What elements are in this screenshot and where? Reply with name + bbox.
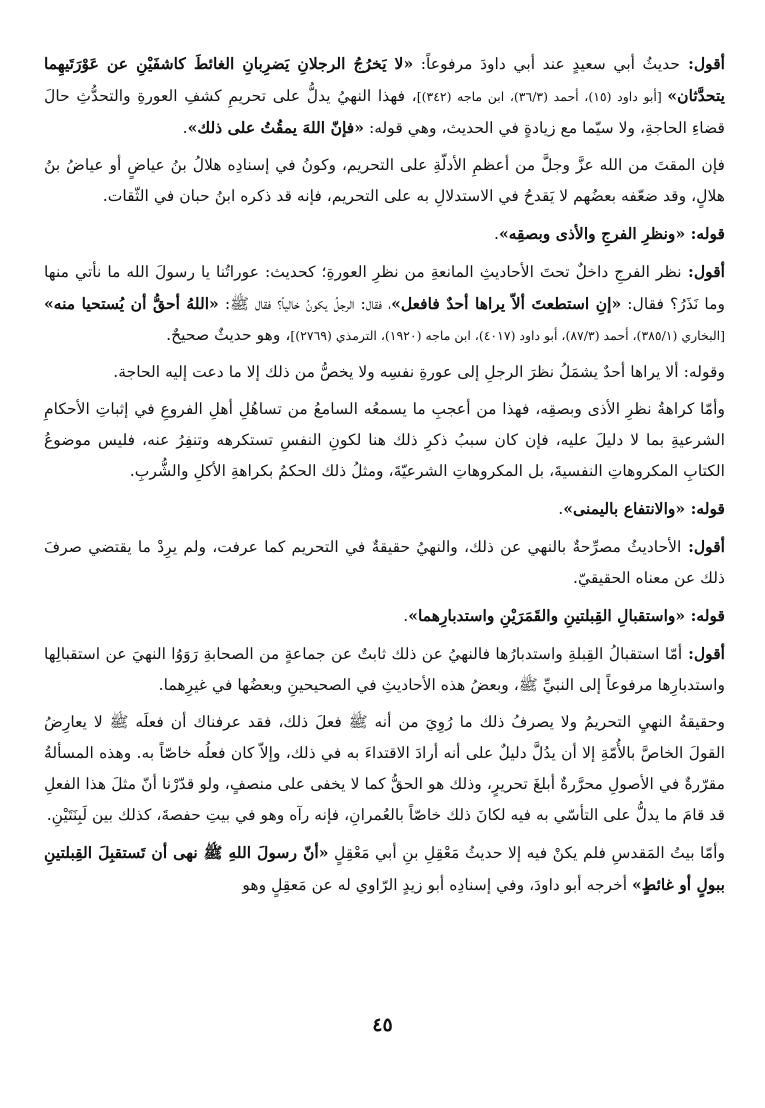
bold-run: «واستقبالِ القِبلتينِ والقَمَرَيْنِ واستدبارِهما» <box>408 606 686 625</box>
text-run: . <box>493 225 499 243</box>
page-text-body <box>44 48 725 901</box>
text-run: ، فهذا النهيُ يدلُّ على تحريمِ كشفِ العورةِ والتحدُّثِ حالَ قضاءِ الحاجةِ، ولا سيّما مع زيادةٍ في الحديث، وهي قوله: <box>44 87 725 137</box>
text-run: أخرجه أبو داودَ، وفي إسنادِه أبو زيدٍ الرّاوي له عن مَعقِلٍ وهو <box>242 876 633 894</box>
paragraph <box>44 150 725 212</box>
paragraph <box>44 218 725 250</box>
bold-run: «لا يَخرُجُ الرجلانِ يَضرِبانِ الغائطَ كاشفَيْنِ عن عَوْرَتَيهِما يتحدَّثان» <box>44 54 725 105</box>
citation-run: [أبو داود (١٥)، أحمد (٣٦/٣)، ابن ماجه (٣٤٢)] <box>416 89 668 104</box>
paragraph <box>44 837 725 901</box>
text-run: حديثُ أبي سعيدٍ عند أبي داودَ مرفوعاً: <box>413 55 681 73</box>
text-run: وأمّا بيتُ المَقدسِ فلم يكنْ فيه إلا حديثُ مَعْقِلِ بنِ أبي مَعْقِلٍ <box>328 844 725 862</box>
bold-run: قوله: <box>685 499 725 518</box>
paragraph <box>44 256 725 351</box>
bold-run: «ونظرِ الفرجِ والأذى وبصقِه» <box>498 224 686 243</box>
bold-run: «اللهُ أحقُّ أن يُستحيا منه» <box>44 294 219 313</box>
text-run: وقوله: ألا يراها أحدٌ يشمَلُ نظرَ الرجلِ إلى عورةِ نفسِه ولا يخصُّ من ذلك إلا ما دعت إليه الحاجة. <box>113 363 725 381</box>
text-run: أمّا استقبالُ القِبلةِ واستدبارُها فالنهيُ عن ذلك ثابتٌ عن جماعةٍ من الصحابةِ رَوَوُا النهيَ عن استقبالِها واستدبارِها مرفوعاً إلى النبيِّ ﷺ، وبعضُ هذه الأحاديثِ في الصحيحينِ وبعضُها في غيرِهما. <box>44 645 725 694</box>
citation-run: [البخاري (٣٨٥/١)، أحمد (٨٧/٣)، أبو داود (٤٠١٧)، ابن ماجه (١٩٢٠)، الترمذي (٢٧٦٩)] <box>290 328 725 343</box>
bold-run: «إنِ استطعتَ ألاّ يراها أحدٌ فافعل» <box>391 294 622 313</box>
bold-run: أقول: <box>682 644 726 663</box>
text-run: وأمّا كراهةُ نظرِ الأذى وبصقِه، فهذا من أعجبِ ما يسمعُه السامعُ من تساهُلِ أهلِ الفروعِ في إثباتِ الأحكامِ الشرعيةِ بما لا دليلَ عليه، فإن كان سببُ ذكرِ ذلك هنا لكونِ النفسِ تستكرهه وتنفِرُ عنه، فليس موضوعُ الكتابِ المكروهاتِ النفسيةَ، بل المكروهاتِ الشرعيّةَ، ومثلُ ذلك الحكمُ بكراهةِ الأكلِ والشُّربِ. <box>44 400 725 480</box>
paragraph <box>44 48 725 144</box>
text-run: . <box>558 500 564 518</box>
paragraph <box>44 531 725 594</box>
bold-run: أقول: <box>680 54 725 73</box>
bold-run: أقول: <box>681 537 726 556</box>
text-run: وحقيقةُ النهيِ التحريمُ ولا يصرفُ ذلك ما رُوِيَ من أنه ﷺ فعلَ ذلك، فقد عرفناك أن فعلَه ﷺ لا يعارِضُ القولَ الخاصَّ بالأُمّةِ إلا أن يدُلَّ دليلٌ على أنه أرادَ الاقتداءَ به في ذلك، وإلاّ كان فعلُه خاصّاً به. وهذه المسألةُ مقرّرةٌ في الأصولِ محرَّرةٌ أبلغَ تحريرٍ، وذلك هو الحقُّ كما لا يخفى على منصفٍ، ولو قدّرْنا أنّ مثلَ هذا الفعلِ قد قامَ ما يدلُّ على التأسّي به فيه لكانَ ذلك خاصّاً بالعُمرانِ، فإنه رآه وهو في بيتِ حفصةَ، كذلك بين لَبِنَتَيْنِ. <box>44 713 725 824</box>
text-run: . <box>182 119 188 137</box>
bold-run: قوله: <box>685 606 725 625</box>
text-run: ، وهو حديثٌ صحيحٌ. <box>166 326 291 344</box>
bold-run: «أنّ رسولَ اللهِ ﷺ نهى أن تَستقبِلَ القِبلتينِ ببولٍ أو غائطٍ» <box>44 843 725 894</box>
paragraph <box>44 707 725 831</box>
text-run: الأحاديثُ مصرِّحةٌ بالنهي عن ذلك، والنهيُ حقيقةٌ في التحريم كما عرفت، ولم يرِدْ ما يقتضي صرفَ ذلك عن معناه الحقيقيّ. <box>44 538 725 587</box>
paragraph <box>44 493 725 525</box>
text-run: فإن المقتَ من الله عزَّ وجلَّ من أعظمِ الأدلّةِ على التحريم، وكونُ في إسنادِه هلالُ بنُ عياضٍ أو عياضُ بنُ هلالٍ، وقد ضعّفه بعضُهم لا يَقدحُ في الاستدلالِ به على التحريم، فإنه قد ذكره ابنُ حبان في الثّقات. <box>44 156 725 205</box>
paragraph <box>44 357 725 388</box>
bold-run: قوله: <box>685 224 725 243</box>
paragraph <box>44 638 725 701</box>
text-run: ، فقال: الرجلُ يكونُ خالياً؟ فقال ﷺ: <box>218 295 392 313</box>
text-run: . <box>403 607 409 625</box>
bold-run: «والانتفاع باليمنى» <box>563 499 686 518</box>
text-run: نظر الفرجِ داخلٌ تحتَ الأحاديثِ المانعةِ من نظرِ العورةِ؛ كحديث: عوراتُنا يا رسولَ الله ما نأتي منها وما نَذَرُ؟ فقال: <box>44 263 726 313</box>
paragraph <box>44 394 725 487</box>
bold-run: أقول: <box>681 262 725 281</box>
paragraph <box>44 600 725 632</box>
page-number: ٤٥ <box>372 1014 393 1036</box>
bold-run: «فإنّ اللهَ يمقُتُ على ذلك» <box>187 118 364 137</box>
